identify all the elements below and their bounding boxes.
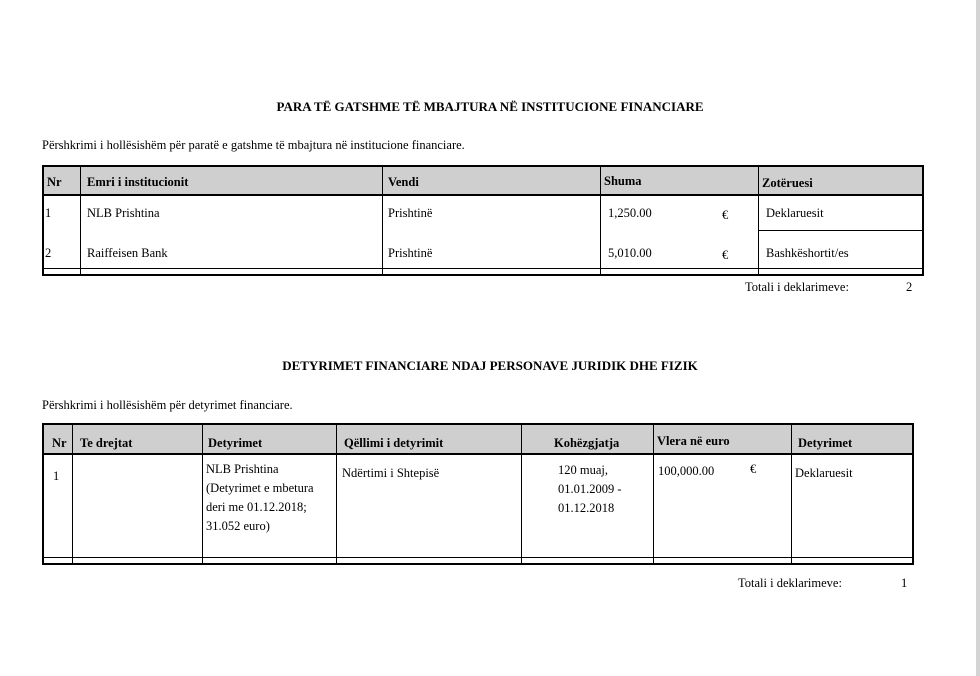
section2-description: Përshkrimi i hollësishëm për detyrimet financiare. <box>42 398 293 412</box>
header-rights: Te drejtat <box>80 436 133 450</box>
row-institution: NLB Prishtina <box>87 206 160 220</box>
row-owner: Bashkëshortit/es <box>766 246 849 260</box>
section2-title: DETYRIMET FINANCIARE NDAJ PERSONAVE JURIDIK DHE FIZIK <box>282 358 698 373</box>
header-duration: Kohëzgjatja <box>554 436 620 450</box>
row-owner: Deklaruesit <box>795 466 853 480</box>
header-owner: Zotëruesi <box>762 176 813 190</box>
row-nr: 1 <box>53 469 60 483</box>
header-obligations: Detyrimet <box>208 436 263 450</box>
row-obligations: NLB Prishtina (Detyrimet e mbetura deri me 01.12.2018; 31.052 euro) <box>206 462 314 533</box>
row-amount: 1,250.00 <box>608 206 652 220</box>
section1-title: PARA TË GATSHME TË MBAJTURA NË INSTITUCIONE FINANCIARE <box>276 99 704 114</box>
header-amount: Shuma <box>604 174 642 188</box>
header-nr: Nr <box>47 175 62 189</box>
section1-total-value: 2 <box>906 280 913 294</box>
header-place: Vendi <box>388 175 419 189</box>
row-value: 100,000.00 <box>658 464 715 478</box>
row-place: Prishtinë <box>388 206 433 220</box>
row-duration: 120 muaj, 01.01.2009 - 01.12.2018 <box>558 463 622 515</box>
euro-icon: € <box>750 462 757 476</box>
row-place: Prishtinë <box>388 246 433 260</box>
liabilities-table <box>42 423 914 565</box>
row-nr: 2 <box>45 246 52 260</box>
section2-total-label: Totali i deklarimeve: <box>738 576 842 590</box>
row-purpose: Ndërtimi i Shtepisë <box>342 466 440 480</box>
header-purpose: Qëllimi i detyrimit <box>344 436 444 450</box>
row-owner: Deklaruesit <box>766 206 824 220</box>
header-institution: Emri i institucionit <box>87 175 189 189</box>
section1-total-label: Totali i deklarimeve: <box>745 280 849 294</box>
row-institution: Raiffeisen Bank <box>87 246 168 260</box>
section1-description: Përshkrimi i hollësishëm për paratë e gatshme të mbajtura në institucione financiare. <box>42 138 465 152</box>
header-value: Vlera në euro <box>657 434 730 448</box>
row-nr: 1 <box>45 206 52 220</box>
euro-icon: € <box>722 248 729 262</box>
cash-table <box>42 165 924 276</box>
header-nr: Nr <box>52 436 67 450</box>
row-amount: 5,010.00 <box>608 246 652 260</box>
header-owner: Detyrimet <box>798 436 853 450</box>
section2-total-value: 1 <box>901 576 908 590</box>
liabilities-table-header <box>44 425 912 455</box>
euro-icon: € <box>722 208 729 222</box>
